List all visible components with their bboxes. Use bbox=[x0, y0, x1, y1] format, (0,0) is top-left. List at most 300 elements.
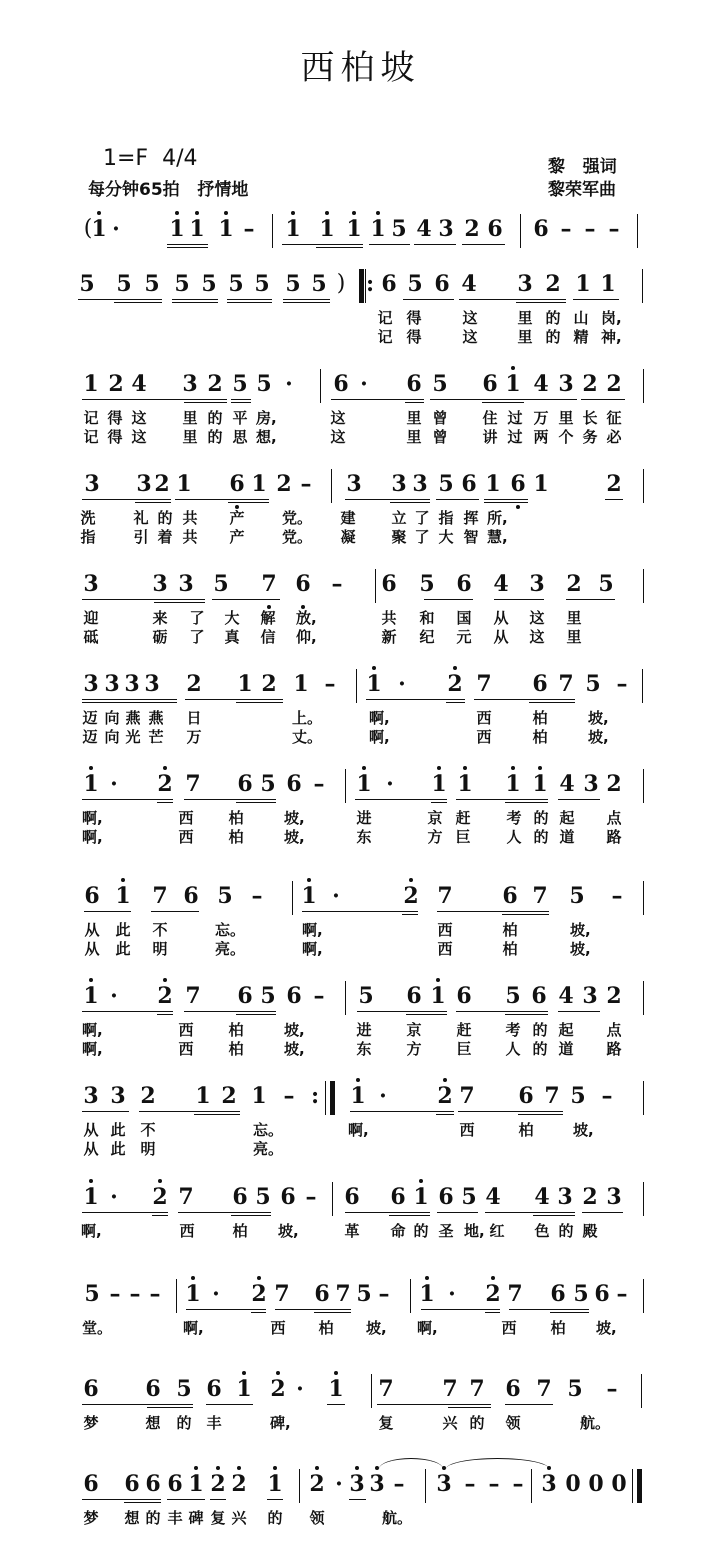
note: 4 bbox=[461, 271, 477, 297]
sustain-dash: – bbox=[608, 216, 620, 242]
lyric-syllable: 平 bbox=[232, 409, 248, 427]
lyric-syllable: 啊, bbox=[369, 728, 390, 746]
single-barline-icon bbox=[176, 1279, 177, 1313]
dotted-rhythm: · bbox=[360, 371, 368, 397]
lyric-syllable: 坡, bbox=[588, 728, 609, 746]
lyric-syllable: 的 bbox=[532, 1040, 548, 1058]
rhythm-underline bbox=[558, 799, 600, 800]
rhythm-underline bbox=[349, 1499, 366, 1500]
rhythm-underline bbox=[236, 702, 283, 703]
note: 3 bbox=[391, 471, 407, 497]
score-row bbox=[0, 216, 721, 242]
lyric-syllable: 引 bbox=[133, 528, 149, 546]
note: 5 bbox=[407, 271, 423, 297]
lyric-syllable: 里 bbox=[517, 328, 533, 346]
octave-up-dot-icon bbox=[237, 1466, 241, 1470]
note: 2 bbox=[210, 1471, 226, 1497]
sustain-dash: – bbox=[393, 1471, 405, 1497]
lyric-syllable: 讲 bbox=[482, 428, 498, 446]
lyric-syllable: 进 bbox=[356, 1021, 372, 1039]
lyric-syllable: 着 bbox=[157, 528, 173, 546]
lyric-syllable: 起 bbox=[559, 809, 575, 827]
lyric-syllable: 坡, bbox=[570, 921, 591, 939]
note: 3 bbox=[583, 771, 599, 797]
lyric-syllable: 西 bbox=[178, 828, 194, 846]
octave-up-dot-icon bbox=[436, 978, 440, 982]
note: 2 bbox=[207, 371, 223, 397]
single-barline-icon bbox=[331, 469, 332, 503]
lyric-syllable: 房, bbox=[256, 409, 277, 427]
note: 5 bbox=[356, 1281, 372, 1307]
octave-up-dot-icon bbox=[453, 666, 457, 670]
rhythm-underline bbox=[236, 1014, 276, 1015]
rhythm-underline bbox=[82, 1499, 161, 1500]
lyric-syllable: 记 bbox=[83, 428, 99, 446]
note: 6 bbox=[518, 1083, 534, 1109]
lyric-syllable: 解 bbox=[260, 609, 276, 627]
note: 4 bbox=[534, 1184, 550, 1210]
note: 6 bbox=[381, 571, 397, 597]
rhythm-underline bbox=[532, 399, 577, 400]
rhythm-underline bbox=[403, 299, 454, 300]
lyric-syllable: 的 bbox=[207, 428, 223, 446]
lyric-syllable: 亮。 bbox=[215, 940, 246, 958]
note: 1 bbox=[350, 1083, 366, 1109]
song-title: 西柏坡 bbox=[300, 48, 421, 88]
lyric-syllable: 京 bbox=[427, 809, 443, 827]
lyric-syllable: 的 bbox=[145, 1509, 161, 1527]
rhythm-underline bbox=[194, 1114, 240, 1115]
note: 5 bbox=[570, 1083, 586, 1109]
rhythm-underline bbox=[414, 244, 456, 245]
note: 7 bbox=[185, 771, 201, 797]
lyric-syllable: 砺 bbox=[152, 628, 168, 646]
rhythm-underline bbox=[437, 911, 549, 912]
octave-up-dot-icon bbox=[315, 1466, 319, 1470]
lyric-syllable: 不 bbox=[140, 1121, 156, 1139]
lyric-syllable: 这 bbox=[131, 428, 147, 446]
note: 7 bbox=[261, 571, 277, 597]
rhythm-underline bbox=[314, 1312, 351, 1313]
note: 7 bbox=[274, 1281, 290, 1307]
lyric-syllable: 过 bbox=[507, 409, 523, 427]
note: 1 bbox=[83, 771, 99, 797]
lyric-syllable: 航。 bbox=[580, 1414, 611, 1432]
octave-up-dot-icon bbox=[511, 766, 515, 770]
lyric-syllable: 道 bbox=[559, 828, 575, 846]
lyric-syllable: 明 bbox=[140, 1140, 156, 1158]
note: 6 bbox=[456, 571, 472, 597]
score-row bbox=[0, 771, 721, 846]
lyric-syllable: 路 bbox=[606, 828, 622, 846]
sustain-dash: – bbox=[305, 1184, 317, 1210]
rhythm-underline bbox=[178, 1212, 271, 1213]
parenthesis: ( bbox=[83, 216, 93, 241]
note: 2 bbox=[152, 1184, 168, 1210]
note: 6 bbox=[406, 983, 422, 1009]
note: 1 bbox=[115, 883, 131, 909]
lyric-syllable: 坡, bbox=[366, 1319, 387, 1337]
note: 1 bbox=[356, 771, 372, 797]
single-barline-icon bbox=[345, 769, 346, 803]
note: 1 bbox=[188, 1471, 204, 1497]
rhythm-underline bbox=[154, 602, 205, 603]
rhythm-underline bbox=[550, 1312, 589, 1313]
lyric-syllable: 此 bbox=[110, 1121, 126, 1139]
octave-up-dot-icon bbox=[352, 211, 356, 215]
note: 6 bbox=[390, 1184, 406, 1210]
lyric-syllable: 的 bbox=[413, 1222, 429, 1240]
final-barline-icon bbox=[330, 1081, 335, 1115]
repeat-colon: : bbox=[365, 271, 375, 297]
lyric-syllable: 产 bbox=[229, 528, 245, 546]
lyric-syllable: 柏 bbox=[518, 1121, 534, 1139]
single-barline-icon bbox=[371, 1374, 372, 1408]
score-row bbox=[0, 1184, 721, 1240]
lyric-syllable: 大 bbox=[438, 528, 454, 546]
lyric-syllable: 考 bbox=[506, 809, 522, 827]
lyric-syllable: 仰, bbox=[296, 628, 317, 646]
rhythm-underline bbox=[605, 499, 623, 500]
lyric-syllable: 坡, bbox=[284, 809, 305, 827]
rhythm-underline bbox=[82, 1404, 193, 1405]
lyric-syllable: 上。 bbox=[292, 709, 323, 727]
note: 1 bbox=[195, 1083, 211, 1109]
note: 3 bbox=[438, 216, 454, 242]
lyric-syllable: 燕 bbox=[125, 709, 141, 727]
octave-up-dot-icon bbox=[362, 766, 366, 770]
rhythm-underline bbox=[212, 599, 280, 600]
rhythm-underline bbox=[82, 1011, 173, 1012]
note: 1 bbox=[419, 1281, 435, 1307]
note: 1 bbox=[301, 883, 317, 909]
lyric-syllable: 党。 bbox=[282, 509, 313, 527]
rhythm-underline bbox=[566, 599, 615, 600]
octave-up-dot-icon bbox=[216, 1466, 220, 1470]
note: 1 bbox=[176, 471, 192, 497]
rhythm-underline bbox=[529, 702, 575, 703]
score-row bbox=[0, 671, 721, 746]
rhythm-underline bbox=[389, 1215, 430, 1216]
note: 6 bbox=[438, 1184, 454, 1210]
note: 6 bbox=[83, 1376, 99, 1402]
note: 6 bbox=[286, 771, 302, 797]
note: 3 bbox=[124, 671, 140, 697]
rhythm-underline bbox=[139, 1111, 240, 1112]
note: 6 bbox=[502, 883, 518, 909]
lyric-syllable: 信 bbox=[260, 628, 276, 646]
rhythm-underline bbox=[185, 699, 283, 700]
note: 1 bbox=[189, 216, 205, 242]
rhythm-underline bbox=[82, 702, 177, 703]
lyric-syllable: 智 bbox=[463, 528, 479, 546]
lyric-syllable: 复 bbox=[378, 1414, 394, 1432]
lyric-syllable: 丈。 bbox=[292, 728, 323, 746]
lyric-syllable: 方 bbox=[427, 828, 443, 846]
lyric-syllable: 向 bbox=[104, 728, 120, 746]
note: 2 bbox=[447, 671, 463, 697]
lyric-syllable: 凝 bbox=[340, 528, 356, 546]
lyric-syllable: 考 bbox=[505, 1021, 521, 1039]
lyric-syllable: 必 bbox=[606, 428, 622, 446]
single-barline-icon bbox=[642, 269, 643, 303]
note: 5 bbox=[311, 271, 327, 297]
note: 7 bbox=[437, 883, 453, 909]
rhythm-underline bbox=[267, 1499, 283, 1500]
single-barline-icon bbox=[375, 569, 376, 603]
rhythm-underline bbox=[533, 1215, 575, 1216]
note: 1 bbox=[237, 671, 253, 697]
note: 5 bbox=[256, 371, 272, 397]
note: 5 bbox=[260, 771, 276, 797]
octave-up-dot-icon bbox=[356, 1078, 360, 1082]
note: 7 bbox=[536, 1376, 552, 1402]
rhythm-underline bbox=[172, 299, 218, 300]
note: 1 bbox=[319, 216, 335, 242]
single-barline-icon bbox=[365, 269, 366, 303]
note: 2 bbox=[157, 771, 173, 797]
dotted-rhythm: · bbox=[296, 1376, 304, 1402]
single-barline-icon bbox=[643, 881, 644, 915]
lyricist-credit: 黎 强词 bbox=[548, 157, 617, 177]
octave-up-dot-icon bbox=[191, 1276, 195, 1280]
note: 6 bbox=[84, 883, 100, 909]
note: 2 bbox=[140, 1083, 156, 1109]
lyric-syllable: 此 bbox=[115, 921, 131, 939]
lyric-syllable: 的 bbox=[207, 409, 223, 427]
rhythm-underline bbox=[147, 1407, 193, 1408]
lyric-syllable: 这 bbox=[330, 428, 346, 446]
note: 1 bbox=[430, 983, 446, 1009]
lyric-syllable: 地, bbox=[464, 1222, 485, 1240]
lyric-syllable: 西 bbox=[476, 709, 492, 727]
sustain-dash: – bbox=[313, 983, 325, 1009]
lyric-syllable: 京 bbox=[406, 1021, 422, 1039]
lyric-syllable: 日 bbox=[186, 709, 202, 727]
note: 3 bbox=[136, 471, 152, 497]
note: 2 bbox=[485, 1281, 501, 1307]
lyric-syllable: 啊, bbox=[302, 940, 323, 958]
note: 5 bbox=[358, 983, 374, 1009]
lyric-syllable: 啊, bbox=[348, 1121, 369, 1139]
single-barline-icon bbox=[643, 569, 644, 603]
note: 2 bbox=[582, 1184, 598, 1210]
octave-up-dot-icon bbox=[334, 1371, 338, 1375]
lyric-syllable: 坡, bbox=[573, 1121, 594, 1139]
lyric-syllable: 光 bbox=[125, 728, 141, 746]
rhythm-underline bbox=[251, 1312, 266, 1313]
rhythm-underline bbox=[210, 1499, 226, 1500]
lyric-syllable: 柏 bbox=[502, 921, 518, 939]
rhythm-underline bbox=[283, 302, 330, 303]
lyric-syllable: 这 bbox=[529, 628, 545, 646]
note: 2 bbox=[154, 471, 170, 497]
rhythm-underline bbox=[390, 502, 430, 503]
note: 1 bbox=[251, 471, 267, 497]
lyric-syllable: 方 bbox=[406, 1040, 422, 1058]
rhythm-underline bbox=[316, 247, 363, 248]
note: 5 bbox=[213, 571, 229, 597]
lyric-syllable: 的 bbox=[157, 509, 173, 527]
lyric-syllable: 西 bbox=[476, 728, 492, 746]
single-barline-icon bbox=[520, 214, 521, 248]
lyric-syllable: 燕 bbox=[148, 709, 164, 727]
lyric-syllable: 柏 bbox=[228, 828, 244, 846]
lyric-syllable: 里 bbox=[566, 609, 582, 627]
lyric-syllable: 记 bbox=[377, 328, 393, 346]
octave-up-dot-icon bbox=[511, 366, 515, 370]
final-barline-icon bbox=[637, 1469, 642, 1503]
lyric-syllable: 柏 bbox=[550, 1319, 566, 1337]
note: 3 bbox=[83, 671, 99, 697]
rhythm-underline bbox=[227, 302, 272, 303]
lyric-syllable: 啊, bbox=[369, 709, 390, 727]
rhythm-underline bbox=[485, 1312, 500, 1313]
note: 3 bbox=[517, 271, 533, 297]
octave-up-dot-icon bbox=[409, 878, 413, 882]
rhythm-underline bbox=[283, 299, 330, 300]
lyric-syllable: 挥 bbox=[463, 509, 479, 527]
octave-up-dot-icon bbox=[224, 211, 228, 215]
lyric-syllable: 道 bbox=[558, 1040, 574, 1058]
octave-up-dot-icon bbox=[425, 1276, 429, 1280]
rhythm-underline bbox=[82, 799, 173, 800]
note: 6 bbox=[333, 371, 349, 397]
lyric-syllable: 殿 bbox=[582, 1222, 598, 1240]
rhythm-underline bbox=[436, 499, 479, 500]
note: 2 bbox=[261, 671, 277, 697]
rhythm-underline bbox=[581, 399, 625, 400]
single-barline-icon bbox=[292, 881, 293, 915]
sustain-dash: – bbox=[616, 671, 628, 697]
lyric-syllable: 的 bbox=[545, 309, 561, 327]
rhythm-underline bbox=[236, 802, 276, 803]
lyric-syllable: 了 bbox=[189, 628, 205, 646]
sustain-dash: – bbox=[378, 1281, 390, 1307]
note: 7 bbox=[507, 1281, 523, 1307]
lyric-syllable: 堂。 bbox=[82, 1319, 113, 1337]
score-row bbox=[0, 983, 721, 1058]
lyric-syllable: 梦 bbox=[83, 1509, 99, 1527]
octave-up-dot-icon bbox=[175, 211, 179, 215]
octave-down-dot-icon bbox=[516, 505, 520, 509]
note: 6 bbox=[232, 1184, 248, 1210]
rhythm-underline bbox=[485, 1212, 575, 1213]
lyric-syllable: 丰 bbox=[167, 1509, 183, 1527]
lyric-syllable: 西 bbox=[178, 809, 194, 827]
note: 2 bbox=[566, 571, 582, 597]
lyric-syllable: 坡, bbox=[284, 1040, 305, 1058]
rhythm-underline bbox=[406, 1014, 447, 1015]
rhythm-underline bbox=[184, 799, 276, 800]
score-row bbox=[0, 1083, 721, 1158]
lyric-syllable: 点 bbox=[606, 1021, 622, 1039]
dotted-rhythm: · bbox=[285, 371, 293, 397]
lyric-syllable: 共 bbox=[182, 509, 198, 527]
lyric-syllable: 里 bbox=[182, 428, 198, 446]
note: 3 bbox=[144, 671, 160, 697]
note: 5 bbox=[254, 271, 270, 297]
note: 1 bbox=[236, 1376, 252, 1402]
lyric-syllable: 了 bbox=[414, 528, 430, 546]
rhythm-underline bbox=[157, 802, 173, 803]
lyric-syllable: 啊, bbox=[82, 1021, 103, 1039]
single-barline-icon bbox=[643, 1182, 644, 1216]
lyric-syllable: 西 bbox=[178, 1021, 194, 1039]
note: 3 bbox=[182, 371, 198, 397]
lyric-syllable: 点 bbox=[606, 809, 622, 827]
lyric-syllable: 从 bbox=[493, 609, 509, 627]
lyric-syllable: 礼 bbox=[133, 509, 149, 527]
lyric-syllable: 坡, bbox=[284, 828, 305, 846]
single-barline-icon bbox=[643, 1279, 644, 1313]
single-barline-icon bbox=[642, 669, 643, 703]
sustain-dash: – bbox=[606, 1376, 618, 1402]
note: 7 bbox=[532, 883, 548, 909]
note: 6 bbox=[505, 1376, 521, 1402]
note: 2 bbox=[231, 1471, 247, 1497]
lyric-syllable: 柏 bbox=[228, 1040, 244, 1058]
rhythm-underline bbox=[462, 244, 505, 245]
note: 6 bbox=[531, 983, 547, 1009]
octave-up-dot-icon bbox=[121, 878, 125, 882]
octave-up-dot-icon bbox=[443, 1078, 447, 1082]
note: 7 bbox=[335, 1281, 351, 1307]
dotted-rhythm: · bbox=[335, 1471, 343, 1497]
lyric-syllable: 指 bbox=[438, 509, 454, 527]
octave-up-dot-icon bbox=[163, 766, 167, 770]
rhythm-underline bbox=[518, 1114, 563, 1115]
note: 3 bbox=[178, 571, 194, 597]
rhythm-underline bbox=[369, 244, 410, 245]
single-barline-icon bbox=[643, 1081, 644, 1115]
note: 2 bbox=[251, 1281, 267, 1307]
note: 6 bbox=[461, 471, 477, 497]
note: 5 bbox=[573, 1281, 589, 1307]
octave-up-dot-icon bbox=[163, 978, 167, 982]
sustain-dash: – bbox=[611, 883, 623, 909]
lyric-syllable: 这 bbox=[330, 409, 346, 427]
note: 1 bbox=[413, 1184, 429, 1210]
lyric-syllable: 这 bbox=[529, 609, 545, 627]
lyric-syllable: 长 bbox=[582, 409, 598, 427]
note: 5 bbox=[567, 1376, 583, 1402]
rhythm-underline bbox=[484, 502, 528, 503]
rhythm-underline bbox=[431, 802, 447, 803]
sustain-dash: – bbox=[560, 216, 572, 242]
lyric-syllable: 迎 bbox=[83, 609, 99, 627]
lyric-syllable: 里 bbox=[517, 309, 533, 327]
note: 1 bbox=[485, 471, 501, 497]
rhythm-underline bbox=[474, 699, 575, 700]
note: 7 bbox=[558, 671, 574, 697]
rhythm-underline bbox=[172, 302, 218, 303]
lyric-syllable: 啊, bbox=[183, 1319, 204, 1337]
lyric-syllable: 柏 bbox=[502, 940, 518, 958]
note: 0 bbox=[565, 1471, 581, 1497]
lyric-syllable: 大 bbox=[224, 609, 240, 627]
note: 6 bbox=[286, 983, 302, 1009]
note: 3 bbox=[557, 1184, 573, 1210]
rhythm-underline bbox=[345, 499, 430, 500]
dotted-rhythm: · bbox=[110, 1184, 118, 1210]
sustain-dash: – bbox=[283, 1083, 295, 1109]
rhythm-underline bbox=[437, 1212, 478, 1213]
note: 1 bbox=[532, 771, 548, 797]
rhythm-underline bbox=[458, 1111, 563, 1112]
lyric-syllable: 这 bbox=[131, 409, 147, 427]
note: 6 bbox=[406, 371, 422, 397]
